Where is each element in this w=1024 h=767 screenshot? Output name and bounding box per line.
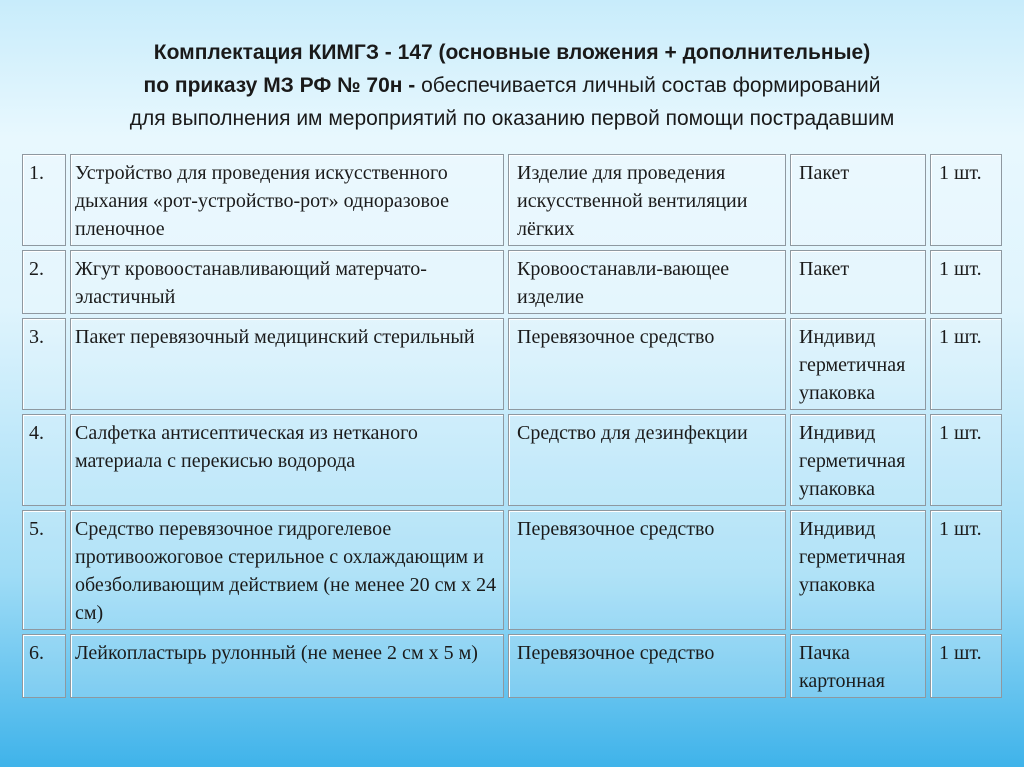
item-name: Пакет перевязочный медицинский стерильный (70, 318, 504, 410)
item-packaging: Индивид герметичная упаковка (790, 510, 926, 630)
title-line-1-text: Комплектация КИМГЗ - 147 (основные вложения + дополнительные) (153, 41, 871, 64)
title-line-3-text: для выполнения им мероприятий по оказанию первой помощи пострадавшим (129, 107, 895, 130)
item-type: Изделие для проведения искусственной вентиляции лёгких (508, 154, 786, 246)
table-row (22, 414, 1002, 506)
item-type: Кровоостанавли-вающее изделие (508, 250, 786, 314)
title-line-2-bold: по приказу МЗ РФ № 70н - (143, 74, 416, 97)
item-type: Перевязочное средство (508, 318, 786, 410)
row-number: 6. (22, 634, 66, 698)
item-quantity: 1 шт. (930, 634, 1002, 698)
item-quantity: 1 шт. (930, 414, 1002, 506)
table-row (22, 634, 1002, 698)
table-row (22, 250, 1002, 314)
item-type: Перевязочное средство (508, 510, 786, 630)
item-quantity: 1 шт. (930, 154, 1002, 246)
title-line-3 (20, 102, 1004, 135)
item-quantity: 1 шт. (930, 318, 1002, 410)
item-packaging: Пакет (790, 250, 926, 314)
title-line-2-rest: обеспечивается личный состав формирований (421, 74, 881, 97)
item-quantity: 1 шт. (930, 250, 1002, 314)
table-row (22, 510, 1002, 630)
item-name: Устройство для проведения искусственного дыхания «рот-устройство-рот» одноразовое пленочное (70, 154, 504, 246)
item-packaging: Пакет (790, 154, 926, 246)
item-name: Салфетка антисептическая из нетканого материала с перекисью водорода (70, 414, 504, 506)
kit-contents-table (18, 150, 1006, 702)
item-name: Лейкопластырь рулонный (не менее 2 см х 5 м) (70, 634, 504, 698)
title-line-1 (20, 36, 1004, 69)
table-row (22, 318, 1002, 410)
item-type: Средство для дезинфекции (508, 414, 786, 506)
table-row (22, 154, 1002, 246)
row-number: 3. (22, 318, 66, 410)
row-number: 1. (22, 154, 66, 246)
row-number: 5. (22, 510, 66, 630)
item-name: Жгут кровоостанавливающий матерчато-эластичный (70, 250, 504, 314)
item-quantity: 1 шт. (930, 510, 1002, 630)
item-name: Средство перевязочное гидрогелевое противоожоговое стерильное с охлаждающим и обезболивающим действием (не менее 20 см х 24 см) (70, 510, 504, 630)
item-type: Перевязочное средство (508, 634, 786, 698)
row-number: 4. (22, 414, 66, 506)
item-packaging: Индивид герметичная упаковка (790, 318, 926, 410)
item-packaging: Индивид герметичная упаковка (790, 414, 926, 506)
slide-title (20, 36, 1004, 135)
title-line-2 (20, 69, 1004, 102)
item-packaging: Пачка картонная (790, 634, 926, 698)
row-number: 2. (22, 250, 66, 314)
